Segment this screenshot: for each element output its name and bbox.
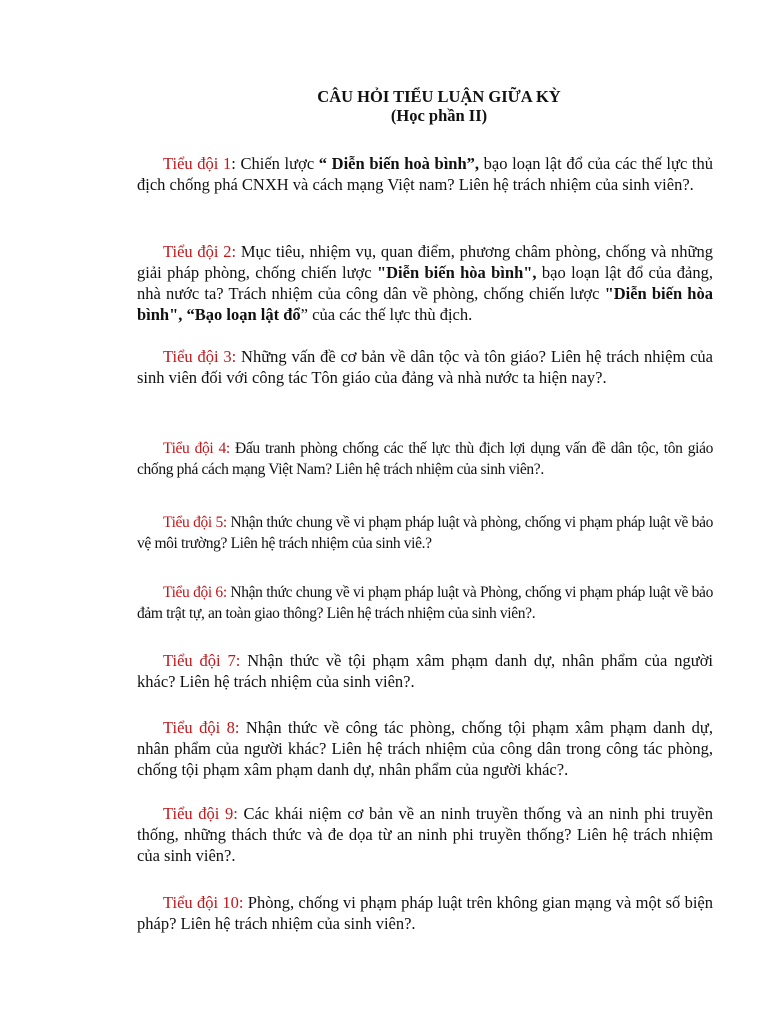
question-label: Tiểu đội 1 bbox=[163, 154, 232, 173]
question-text: Đấu tranh phòng chống các thế lực thù địch lợi dụng vấn đề dân tộc, tôn giáo chống phá cách mạng Việt Nam? Liên hệ trách nhiệm của sinh viên?. bbox=[137, 440, 713, 478]
question-text: Nhận thức về công tác phòng, chống tội phạm xâm phạm danh dự, nhân phẩm của người khác? Liên hệ trách nhiệm của công dân trong công tác phòng, chống tội phạm xâm phạm danh dự, nhân phẩm của người khác?. bbox=[137, 718, 713, 779]
question-10 bbox=[137, 892, 713, 934]
question-label: Tiểu đội 2: bbox=[163, 242, 237, 261]
document-title: CÂU HỎI TIỂU LUẬN GIỮA KỲ bbox=[317, 87, 561, 106]
question-6 bbox=[137, 582, 713, 624]
question-text: Những vấn đề cơ bản về dân tộc và tôn giáo? Liên hệ trách nhiệm của sinh viên đối với công tác Tôn giáo của đảng và nhà nước ta hiện nay?. bbox=[137, 347, 714, 387]
question-9 bbox=[137, 803, 713, 866]
question-text: Nhận thức về tội phạm xâm phạm danh dự, nhân phẩm của người khác? Liên hệ trách nhiệm của sinh viên?. bbox=[137, 651, 714, 691]
question-4 bbox=[137, 438, 713, 480]
question-text: Các khái niệm cơ bản về an ninh truyền thống và an ninh phi truyền thống, những thách thức và đe dọa từ an ninh phi truyền thống? Liên hệ trách nhiệm của sinh viên?. bbox=[137, 804, 713, 865]
question-3 bbox=[137, 346, 713, 388]
question-label: Tiểu đội 5: bbox=[163, 514, 227, 531]
question-label: Tiểu đội 10: bbox=[163, 893, 244, 912]
question-text: : Chiến lược bbox=[231, 154, 319, 173]
question-5 bbox=[137, 512, 713, 554]
question-text: bạo loạn lật đổ của các thế lực thủ địch chống phá CNXH và cách mạng Việt nam? Liên hệ trách nhiệm của sinh viên?. bbox=[137, 154, 713, 194]
question-label: Tiểu đội 7: bbox=[163, 651, 241, 670]
question-emphasis: “ Diễn biến hoà bình”, bbox=[318, 154, 480, 173]
question-label: Tiểu đội 4: bbox=[163, 440, 230, 457]
question-label: Tiểu đội 9: bbox=[163, 804, 238, 823]
question-text: Nhận thức chung về vi phạm pháp luật và Phòng, chống vi phạm pháp luật về bảo đảm trật tự, an toàn giao thông? Liên hệ trách nhiệm của sinh viên?. bbox=[137, 584, 713, 622]
question-emphasis: "Diễn biến hòa bình", “Bạo loạn lật đổ bbox=[137, 284, 713, 324]
question-2 bbox=[137, 241, 713, 325]
document-subtitle: (Học phần II) bbox=[390, 106, 488, 125]
question-text: ” của các thế lực thù địch. bbox=[300, 305, 473, 324]
question-label: Tiểu đội 3: bbox=[163, 347, 237, 366]
question-text: Mục tiêu, nhiệm vụ, quan điểm, phương châm phòng, chống và những giải pháp phòng, chống chiến lược bbox=[137, 242, 713, 282]
question-emphasis: "Diễn biến hòa bình", bbox=[376, 263, 537, 282]
question-label: Tiểu đội 6: bbox=[163, 584, 227, 601]
question-8 bbox=[137, 717, 713, 780]
question-text: bạo loạn lật đổ của đảng, nhà nước ta? Trách nhiệm của công dân về phòng, chống chiến lược bbox=[137, 263, 714, 303]
question-1 bbox=[137, 153, 713, 195]
question-text: Phòng, chống vi phạm pháp luật trên không gian mạng và một số biện pháp? Liên hệ trách nhiệm của sinh viên?. bbox=[137, 893, 713, 933]
question-label: Tiểu đội 8: bbox=[163, 718, 240, 737]
question-7 bbox=[137, 650, 713, 692]
question-text: Nhận thức chung về vi phạm pháp luật và phòng, chống vi phạm pháp luật về bảo vệ môi trường? Liên hệ trách nhiệm của sinh viê.? bbox=[137, 514, 713, 552]
